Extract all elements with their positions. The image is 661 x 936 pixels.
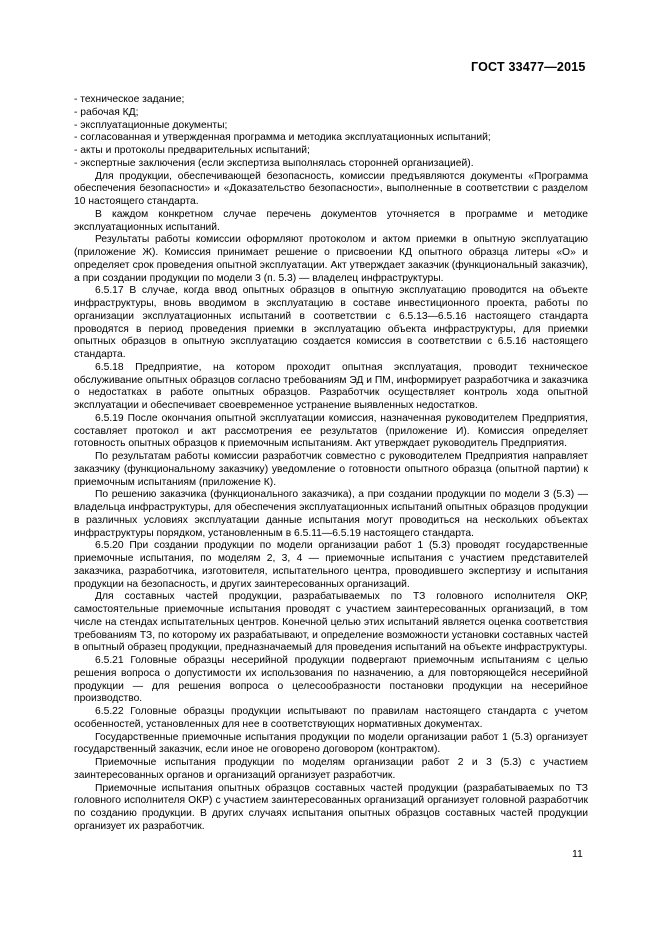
paragraph: По решению заказчика (функционального заказчика), а при создании продукции по модели 3 (5.3) — владельца инфраструктуры, для обеспечения эксплуатационных испытаний опытных образцов продукции в различных условиях эксплуатации данные испытания могут проводиться на нескольких объектах инфраструктуры порядком, установленным в 6.5.11—6.5.19 настоящего стандарта. [74, 489, 588, 539]
paragraph: Для продукции, обеспечивающей безопасность, комиссии предъявляются документы «Программа обеспечения безопасности» и «Доказательство безопасности», выполненные в соответствии с разделом 10 настоящего стандарта. [74, 170, 588, 207]
document-header: ГОСТ 33477—2015 [471, 60, 586, 74]
paragraph: 6.5.17 В случае, когда ввод опытных образцов в опытную эксплуатацию проводится на объекте инфраструктуры, вновь вводимом в эксплуатацию в составе инвестиционного проекта, работы по организации эксплуатационных испытаний в соответствии с 6.5.13—6.5.16 настоящего стандарта проводятся в период проведения приемки в эксплуатацию объекта инфраструктуры, для приемки опытных образцов в опытную эксплуатацию создается комиссия в соответствии с 6.5.16 настоящего стандарта. [74, 285, 588, 360]
list-item: - рабочая КД; [74, 106, 139, 118]
paragraph: Приемочные испытания продукции по моделям организации работ 2 и 3 (5.3) с участием заинтересованных органов и организаций организует разработчик. [74, 757, 588, 781]
paragraph: 6.5.18 Предприятие, на котором проходит опытная эксплуатация, проводит техническое обслуживание опытных образцов согласно требованиям ЭД и ПМ, информирует разработчика и заказчика о недостатках в работе опытных образцов. Разработчик осуществляет контроль хода опытной эксплуатации и обеспечивает своевременное устранение выявленных недостатков. [74, 361, 588, 411]
paragraph: 6.5.22 Головные образцы продукции испытывают по правилам настоящего стандарта с учетом особенностей, установленных для нее в соответствующих нормативных документах. [74, 706, 588, 730]
paragraph: По результатам работы комиссии разработчик совместно с руководителем Предприятия направляет заказчику (функциональному заказчику) уведомление о готовности опытного образца (опытной партии) к приемочным испытаниям (приложение К). [74, 451, 588, 488]
paragraph: Результаты работы комиссии оформляют протоколом и актом приемки в опытную эксплуатацию (приложение Ж). Комиссия принимает решение о присвоении КД опытного образца литеры «О» и определяет срок проведения опытной эксплуатации. Акт утверждает заказчик (функциональный заказчик), а при создании продукции по модели 3 (п. 5.3) — владелец инфраструктуры. [74, 234, 588, 284]
page-number: 11 [572, 848, 583, 860]
list-item: - согласованная и утвержденная программа и методика эксплуатационных испытаний; [74, 132, 491, 144]
document-body [74, 94, 588, 834]
paragraph: В каждом конкретном случае перечень документов уточняется в программе и методике эксплуатационных испытаний. [74, 208, 588, 233]
paragraph: Для составных частей продукции, разрабатываемых по ТЗ головного исполнителя ОКР, самостоятельные приемочные испытания проводят с участием заинтересованных организаций, в том числе на стендах испытательных центров. Конечной целью этих испытаний является оценка соответствия требованиям ТЗ, по которому их разрабатывают, и определение возможности установки составных частей в опытный образец продукции, предназначаемый для проведения испытаний на объекте инфраструктуры. [74, 591, 588, 654]
list-item: - акты и протоколы предварительных испытаний; [74, 145, 310, 156]
list-item: - экспертные заключения (если экспертиза выполнялась сторонней организацией). [74, 157, 474, 169]
paragraph: Государственные приемочные испытания продукции по модели организации работ 1 (5.3) организует государственный заказчик, если иное не оговорено договором (контрактом). [74, 731, 588, 756]
paragraph: 6.5.20 При создании продукции по модели организации работ 1 (5.3) проводят государственные приемочные испытания, по моделям 2, 3, 4 — приемочные испытания с участием представителей заказчика, разработчика, изготовителя, испытательного центра, проводившего экспертизу и испытания продукции на безопасность, и других заинтересованных организаций. [74, 540, 588, 590]
paragraph: 6.5.21 Головные образцы несерийной продукции подвергают приемочным испытаниям с целью решения вопроса о допустимости их использования по назначению, а для повторяющейся несерийной продукции — для решения вопроса о целесообразности постановки продукции на несерийное производство. [74, 655, 588, 705]
list-item: - эксплуатационные документы; [74, 119, 228, 131]
list-item: - техническое задание; [74, 94, 185, 105]
paragraph: 6.5.19 После окончания опытной эксплуатации комиссия, назначенная руководителем Предприятия, составляет протокол и акт рассмотрения ее результатов (приложение И). Комиссия определяет готовность опытных образцов к приемочным испытаниям. Акт утверждает руководитель Предприятия. [74, 412, 588, 450]
paragraph: Приемочные испытания опытных образцов составных частей продукции (разрабатываемых по ТЗ головного исполнителя ОКР) с участием заинтересованных организаций организует головной разработчик по созданию продукции. В других случаях испытания опытных образцов составных частей продукции организует их разработчик. [74, 782, 588, 832]
